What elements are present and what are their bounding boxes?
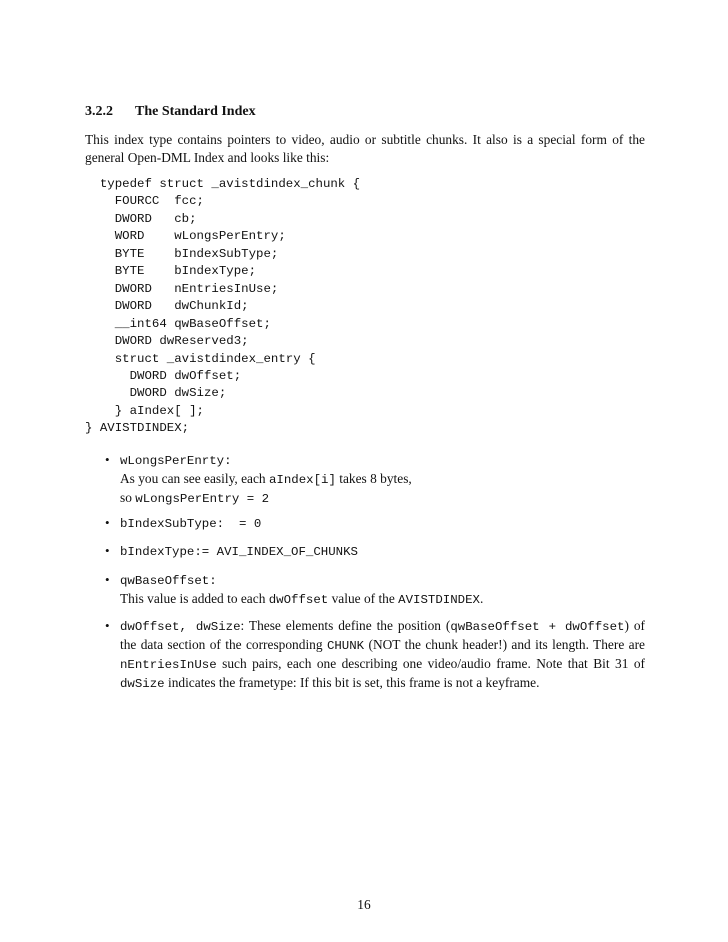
code-line: FOURCC fcc; (85, 194, 204, 209)
code-dwoffset: dwOffset (268, 593, 329, 607)
list-item-bindextype (105, 542, 645, 561)
text: indicates the frametype: If this bit is set, this frame is not a keyframe. (164, 675, 540, 690)
code-line: DWORD dwReserved3; (85, 334, 249, 349)
term-wlongsperentry: wLongsPerEnrty: (120, 454, 232, 468)
term-bindexsubtype: bIndexSubType: = 0 (120, 517, 262, 531)
code-block (85, 176, 360, 438)
code-position: qwBaseOffset + dwOffset (450, 620, 625, 634)
code-line: } AVISTDINDEX; (85, 421, 190, 436)
intro-paragraph: This index type contains pointers to video, audio or subtitle chunks. It also is a special form of the general Open-DML Index and looks like this: (85, 132, 645, 165)
code-line: } aIndex[ ]; (85, 403, 204, 418)
section-number: 3.2.2 (85, 104, 113, 119)
code-line: struct _avistdindex_entry { (85, 351, 316, 366)
text: so (120, 490, 136, 505)
bullet-icon: • (105, 452, 110, 467)
code-avistdindex: AVISTDINDEX (398, 593, 480, 607)
section-title: The Standard Index (135, 104, 256, 119)
code-wlongs-value: wLongsPerEntry = 2 (135, 492, 270, 506)
text: such pairs, each one describing one video/audio frame. Note that Bit 31 of (216, 656, 645, 671)
list-item-bindexsubtype (105, 514, 645, 533)
code-line: DWORD cb; (85, 211, 197, 226)
code-line: BYTE bIndexSubType; (85, 246, 279, 261)
text: (NOT the chunk header!) and its length. There are (364, 637, 645, 652)
code-line: __int64 qwBaseOffset; (85, 316, 271, 331)
text: ) of the data section of the corresponding (120, 618, 645, 652)
text: . (479, 591, 484, 606)
page-number: 16 (357, 897, 371, 912)
term-dwoffset-dwsize: dwOffset, dwSize (120, 620, 241, 634)
code-line: WORD wLongsPerEntry; (85, 229, 286, 244)
text: As you can see easily, each (120, 471, 269, 486)
bullet-icon: • (105, 543, 110, 558)
text: This value is added to each (120, 591, 269, 606)
code-line: DWORD dwChunkId; (85, 299, 249, 314)
text: : These elements define the position ( (240, 618, 451, 633)
bullet-icon: • (105, 515, 110, 530)
code-line: DWORD dwOffset; (85, 368, 242, 383)
list-item-dwoffset-dwsize (105, 617, 645, 693)
code-line: DWORD nEntriesInUse; (85, 281, 279, 296)
term-bindextype: bIndexType:= AVI_INDEX_OF_CHUNKS (120, 545, 358, 559)
list-item-wlongsperentry (105, 451, 645, 508)
bullet-icon: • (105, 572, 110, 587)
code-dwsize: dwSize (120, 677, 165, 691)
code-chunk: CHUNK (326, 639, 365, 653)
text: value of the (328, 591, 399, 606)
code-aindex: aIndex[i] (268, 473, 336, 487)
bullet-icon: • (105, 618, 110, 633)
section-heading (85, 104, 256, 120)
term-qwbaseoffset: qwBaseOffset: (120, 574, 217, 588)
code-line: DWORD dwSize; (85, 386, 227, 401)
code-line: typedef struct _avistdindex_chunk { (85, 177, 361, 191)
code-line: BYTE bIndexType; (85, 264, 257, 279)
text: takes 8 bytes, (335, 471, 412, 486)
list-item-qwbaseoffset (105, 571, 645, 609)
code-nentriesinuse: nEntriesInUse (120, 658, 217, 672)
